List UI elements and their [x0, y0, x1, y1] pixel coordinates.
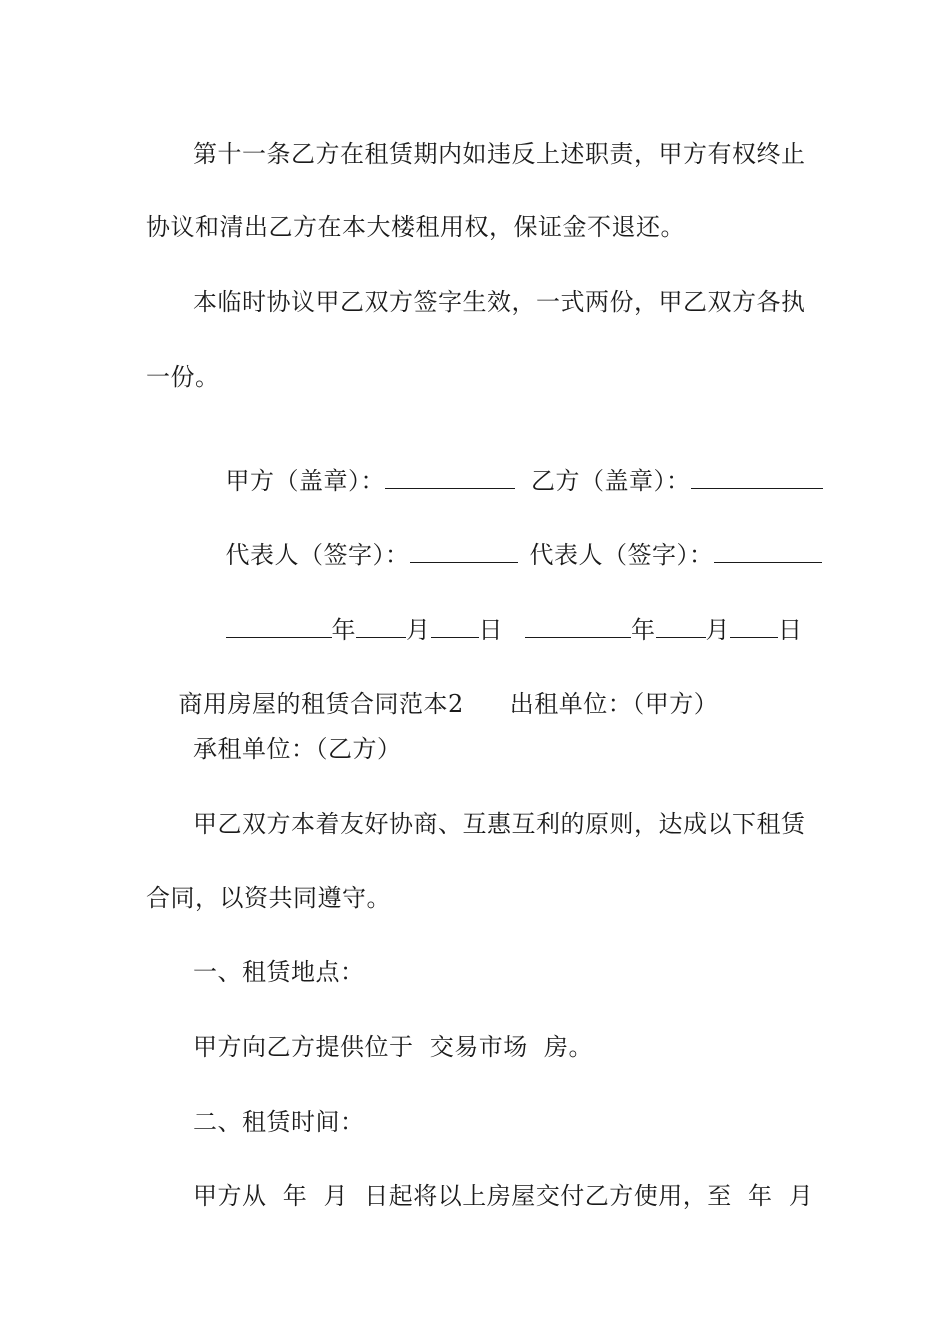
month-blank [656, 617, 706, 638]
lessor-label: 出租单位：（甲方） [509, 690, 719, 718]
paragraph-line: 一份。 [146, 363, 220, 391]
section-body: 甲方向乙方提供位于 交易市场 房。 [193, 1033, 594, 1061]
section-title: 一、租赁地点： [193, 958, 365, 986]
paragraph-line: 第十一条乙方在租赁期内如违反上述职责，甲方有权终止 [193, 140, 806, 168]
day-label: 日 [778, 616, 803, 644]
month-label: 月 [705, 616, 731, 644]
lessee-label: 承租单位：（乙方） [193, 735, 402, 763]
party-a-seal-label: 甲方（盖章）： [225, 467, 386, 495]
paragraph-line: 合同，以资共同遵守。 [146, 884, 391, 912]
month-label: 月 [406, 616, 431, 644]
party-b-seal-label: 乙方（盖章）： [531, 467, 691, 495]
rep-a-blank [410, 542, 518, 563]
section-body: 甲方从 年 月 日起将以上房屋交付乙方使用，至 年 月 [193, 1182, 814, 1210]
party-b-seal-blank [691, 468, 823, 489]
year-label: 年 [331, 616, 357, 644]
year-label: 年 [631, 616, 656, 644]
section-title: 二、租赁时间： [193, 1108, 365, 1136]
party-a-seal-blank [385, 468, 515, 489]
day-blank [730, 617, 778, 638]
year-blank [525, 617, 631, 638]
day-blank [431, 617, 479, 638]
paragraph-line: 协议和清出乙方在本大楼租用权，保证金不退还。 [146, 213, 685, 241]
rep-b-blank [714, 542, 822, 563]
day-label: 日 [478, 616, 504, 644]
month-blank [356, 617, 406, 638]
contract-title: 商用房屋的租赁合同范本2 [178, 690, 464, 718]
paragraph-line: 本临时协议甲乙双方签字生效，一式两份，甲乙双方各执 [193, 288, 806, 316]
rep-a-label: 代表人（签字）： [225, 541, 410, 569]
rep-b-label: 代表人（签字）： [529, 541, 714, 569]
paragraph-line: 甲乙双方本着友好协商、互惠互利的原则，达成以下租赁 [193, 810, 806, 838]
year-blank [226, 617, 332, 638]
